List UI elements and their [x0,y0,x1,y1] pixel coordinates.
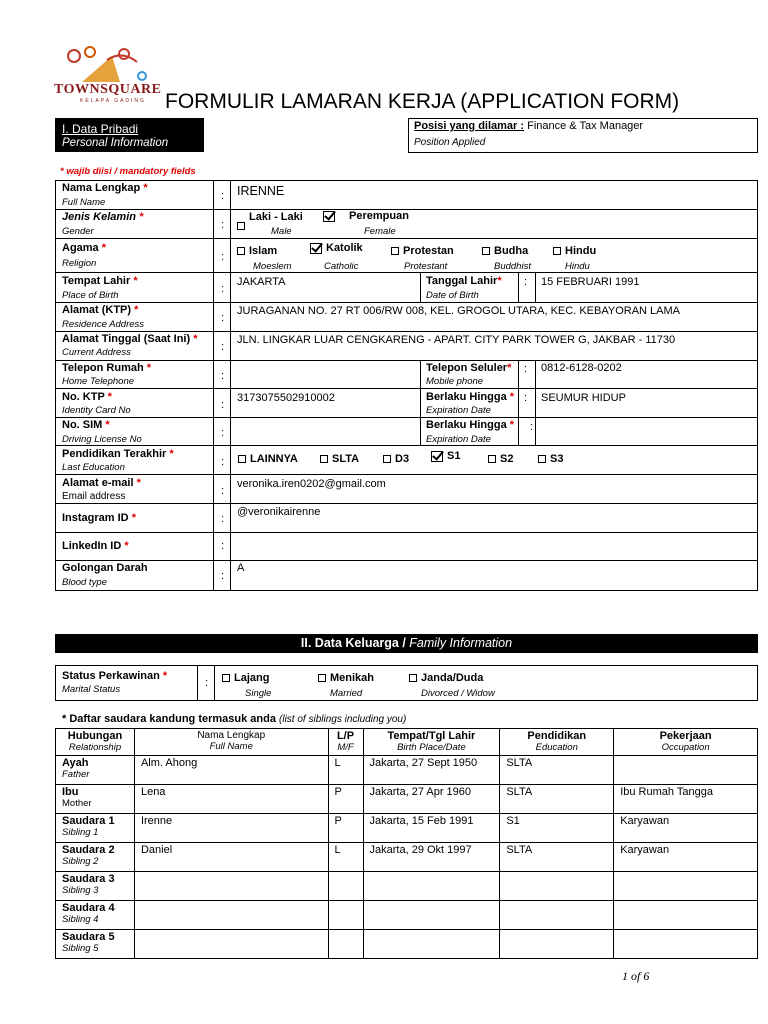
cell-sex[interactable]: P [328,814,363,843]
religion-label: Agama * [62,242,107,254]
cell-education[interactable]: SLTA [500,756,614,785]
sim-exp-sub: Expiration Date [426,434,491,445]
section2-title-en: Family Information [409,636,513,650]
birth-place-sub: Place of Birth [62,290,119,301]
colon: : [221,312,225,324]
colon: : [221,570,225,582]
birth-place-value[interactable]: JAKARTA [237,276,286,288]
home-phone-sub: Home Telephone [62,376,135,387]
marital-divorced-sub: Divorced / Widow [421,688,495,699]
cell-education[interactable] [500,901,614,930]
cell-name[interactable]: Alm. Ahong [134,756,328,785]
colon: : [221,427,225,439]
section1-title: I. Data Pribadi [62,122,139,136]
position-row [414,120,643,132]
section2-title: II. Data Keluarga / [300,636,410,650]
cell-birth[interactable] [363,872,500,901]
birth-date-value[interactable]: 15 FEBRUARI 1991 [541,276,640,288]
table-row: Saudara 1 Sibling 1 Irenne P Jakarta, 15 Feb 1991 S1 Karyawan [56,814,758,843]
mobile-sub: Mobile phone [426,376,484,387]
marital-married-sub: Married [330,688,363,699]
ktp-exp-sub: Expiration Date [426,405,491,416]
home-phone-label: Telepon Rumah * [62,362,152,374]
instagram-label: Instagram ID * [62,512,136,524]
marital-married[interactable]: Menikah [318,672,374,684]
siblings-note: * Daftar saudara kandung termasuk anda (list of siblings including you) [62,713,407,725]
form-title: FORMULIR LAMARAN KERJA (APPLICATION FORM) [165,90,680,113]
cell-sex[interactable]: P [328,785,363,814]
blood-label: Golongan Darah [62,562,148,574]
education-label: Pendidikan Terakhir * [62,448,174,460]
address-ktp-label: Alamat (KTP) * [62,304,139,316]
religion-sub-label: Catholic [324,261,359,272]
colon: : [221,341,225,353]
cell-sex[interactable] [328,872,363,901]
sim-sub: Driving License No [62,434,142,445]
logo-text: TOWNSQUARE [54,82,162,97]
birth-date-label: Tanggal Lahir* [426,275,502,287]
instagram-value[interactable]: @veronikairenne [237,506,321,518]
cell-occupation[interactable] [614,872,758,901]
email-label: Alamat e-mail * [62,477,141,489]
marital-label: Status Perkawinan * [62,670,168,682]
edu-s2[interactable]: S2 [488,453,513,465]
cell-education[interactable]: SLTA [500,843,614,872]
cell-education[interactable] [500,872,614,901]
ktp-exp-label: Berlaku Hingga * [426,391,515,403]
edu-s1[interactable]: S1 [431,450,460,462]
gender-sub: Gender [62,226,94,237]
religion-sub-label: Moeslem [253,261,292,272]
cell-name[interactable] [134,872,328,901]
sim-exp-label: Berlaku Hingga * [426,419,515,431]
cell-name[interactable] [134,930,328,959]
religion-sub-label: Buddhist [494,261,531,272]
checkbox-icon[interactable] [237,222,245,230]
cell-education[interactable]: SLTA [500,785,614,814]
birth-place-label: Tempat Lahir * [62,275,138,287]
cell-occupation[interactable]: Karyawan [614,843,758,872]
personal-data-table [55,180,758,591]
colon: : [221,251,225,263]
family-table [55,728,758,959]
gender-male-sub: Male [271,226,292,237]
cell-occupation[interactable] [614,756,758,785]
address-ktp-value[interactable]: JURAGANAN NO. 27 RT 006/RW 008, KEL. GROGOL UTARA, KEC. KEBAYORAN LAMA [237,305,680,317]
full-name-value[interactable]: IRENNE [237,184,285,198]
marital-single-sub: Single [245,688,272,699]
cell-birth[interactable]: Jakarta, 27 Apr 1960 [363,785,500,814]
table-row: Saudara 5 Sibling 5 [56,930,758,959]
logo-subtext: KELAPA GADING [80,98,146,104]
table-row: Ayah Father Alm. Ahong L Jakarta, 27 Sept 1950 SLTA [56,756,758,785]
cell-occupation[interactable] [614,930,758,959]
gender-male-option[interactable]: Laki - Laki [237,212,303,230]
colon: : [221,540,225,552]
colon: : [221,456,225,468]
ktp-value[interactable]: 3173075502910002 [237,392,335,404]
section1-header [55,118,204,152]
header-relationship: Hubungan [67,730,123,742]
ktp-label: No. KTP * [62,391,112,403]
email-value[interactable]: veronika.iren0202@gmail.com [237,478,386,490]
full-name-sub: Full Name [62,197,106,208]
cell-education[interactable]: S1 [500,814,614,843]
header-education: Pendidikan [527,730,587,742]
colon: : [221,190,225,202]
table-header-row: Hubungan Relationship Nama Lengkap Full Name L/P M/F Tempat/Tgl Lahir Birth Place/Date Pendidikan Education Pekerjaan Occupation [56,729,758,756]
marital-divorced[interactable]: Janda/Duda [409,672,483,684]
townsquare-logo [52,42,162,106]
checked-checkbox-icon[interactable] [323,211,335,222]
colon: : [221,283,225,295]
mobile-label: Telepon Seluler* [426,362,512,374]
religion-islam[interactable]: Islam [237,245,277,257]
marital-sub: Marital Status [62,684,121,695]
cell-name[interactable] [134,901,328,930]
cell-name[interactable]: Daniel [134,843,328,872]
gender-female-sub: Female [364,226,396,237]
section2-header [55,634,758,653]
cell-birth[interactable] [363,901,500,930]
cell-sex[interactable]: L [328,843,363,872]
table-row: Saudara 4 Sibling 4 [56,901,758,930]
cell-name[interactable]: Irenne [134,814,328,843]
mandatory-red: * wajib diisi / [60,166,120,177]
religion-sub: Religion [62,258,97,269]
cell-education[interactable] [500,930,614,959]
religion-hindu[interactable]: Hindu [553,245,596,257]
mandatory-note [60,166,196,177]
colon: : [524,276,528,288]
cell-sex[interactable] [328,901,363,930]
gender-female-option[interactable]: Perempuan [323,210,409,222]
header-sex: L/P [336,730,355,742]
address-now-label: Alamat Tinggal (Saat Ini) * [62,333,198,345]
gender-label: Jenis Kelamin * [62,211,144,223]
table-row: Ibu Mother Lena P Jakarta, 27 Apr 1960 SLTA Ibu Rumah Tangga [56,785,758,814]
cell-occupation[interactable]: Karyawan [614,814,758,843]
header-birth: Tempat/Tgl Lahir [387,730,476,742]
mobile-value[interactable]: 0812-6128-0202 [541,362,622,374]
religion-protestan[interactable]: Protestan [391,245,454,257]
position-label: Posisi yang dilamar : [414,120,525,132]
address-now-sub: Current Address [62,347,131,358]
cell-occupation[interactable] [614,901,758,930]
colon: : [221,370,225,382]
cell-birth[interactable]: Jakarta, 15 Feb 1991 [363,814,500,843]
header-full-name: Nama Lengkap [197,730,266,741]
marital-single[interactable]: Lajang [222,672,269,684]
linkedin-label: LinkedIn ID * [62,540,129,552]
colon: : [205,677,209,689]
full-name-label: Nama Lengkap * [62,182,148,194]
address-now-value[interactable]: JLN. LINGKAR LUAR CENGKARENG - APART. CITY PARK TOWER G, JAKBAR - 11730 [237,334,676,346]
cell-name[interactable]: Lena [134,785,328,814]
colon: : [221,219,225,231]
cell-sex[interactable]: L [328,756,363,785]
ktp-sub: Identity Card No [62,405,131,416]
cell-birth[interactable] [363,930,500,959]
cell-birth[interactable]: Jakarta, 27 Sept 1950 [363,756,500,785]
colon: : [530,421,534,433]
education-sub: Last Education [62,462,125,473]
checked-checkbox-icon [310,243,322,254]
cell-sex[interactable] [328,930,363,959]
blood-value[interactable]: A [237,562,245,574]
religion-sub-label: Hindu [565,261,590,272]
table-row: Saudara 2 Sibling 2 Daniel L Jakarta, 29 Okt 1997 SLTA Karyawan [56,843,758,872]
header-occupation: Pekerjaan [659,730,712,742]
page-number: 1 of 6 [622,969,650,983]
edu-lainnya[interactable]: LAINNYA [238,453,298,465]
edu-d3[interactable]: D3 [383,453,409,465]
checked-checkbox-icon [431,451,443,462]
email-sub: Email address [62,491,126,502]
cell-occupation[interactable]: Ibu Rumah Tangga [614,785,758,814]
edu-s3[interactable]: S3 [538,453,563,465]
edu-slta[interactable]: SLTA [320,453,359,465]
position-sub: Position Applied [414,137,486,148]
religion-katolik[interactable]: Katolik [310,242,363,254]
religion-budha[interactable]: Budha [482,245,528,257]
colon: : [524,363,528,375]
position-value[interactable]: Finance & Tax Manager [527,120,644,132]
mandatory-text: mandatory fields [119,166,196,177]
section1-subtitle: Personal Information [62,137,169,149]
colon: : [221,513,225,525]
birth-date-sub: Date of Birth [426,290,479,301]
ktp-exp-value[interactable]: SEUMUR HIDUP [541,392,626,404]
cell-birth[interactable]: Jakarta, 29 Okt 1997 [363,843,500,872]
colon: : [524,392,528,404]
blood-sub: Blood type [62,577,107,588]
colon: : [221,485,225,497]
sim-label: No. SIM * [62,419,110,431]
colon: : [221,399,225,411]
address-ktp-sub: Residence Address [62,319,145,330]
religion-sub-label: Protestant [404,261,448,272]
table-row: Saudara 3 Sibling 3 [56,872,758,901]
